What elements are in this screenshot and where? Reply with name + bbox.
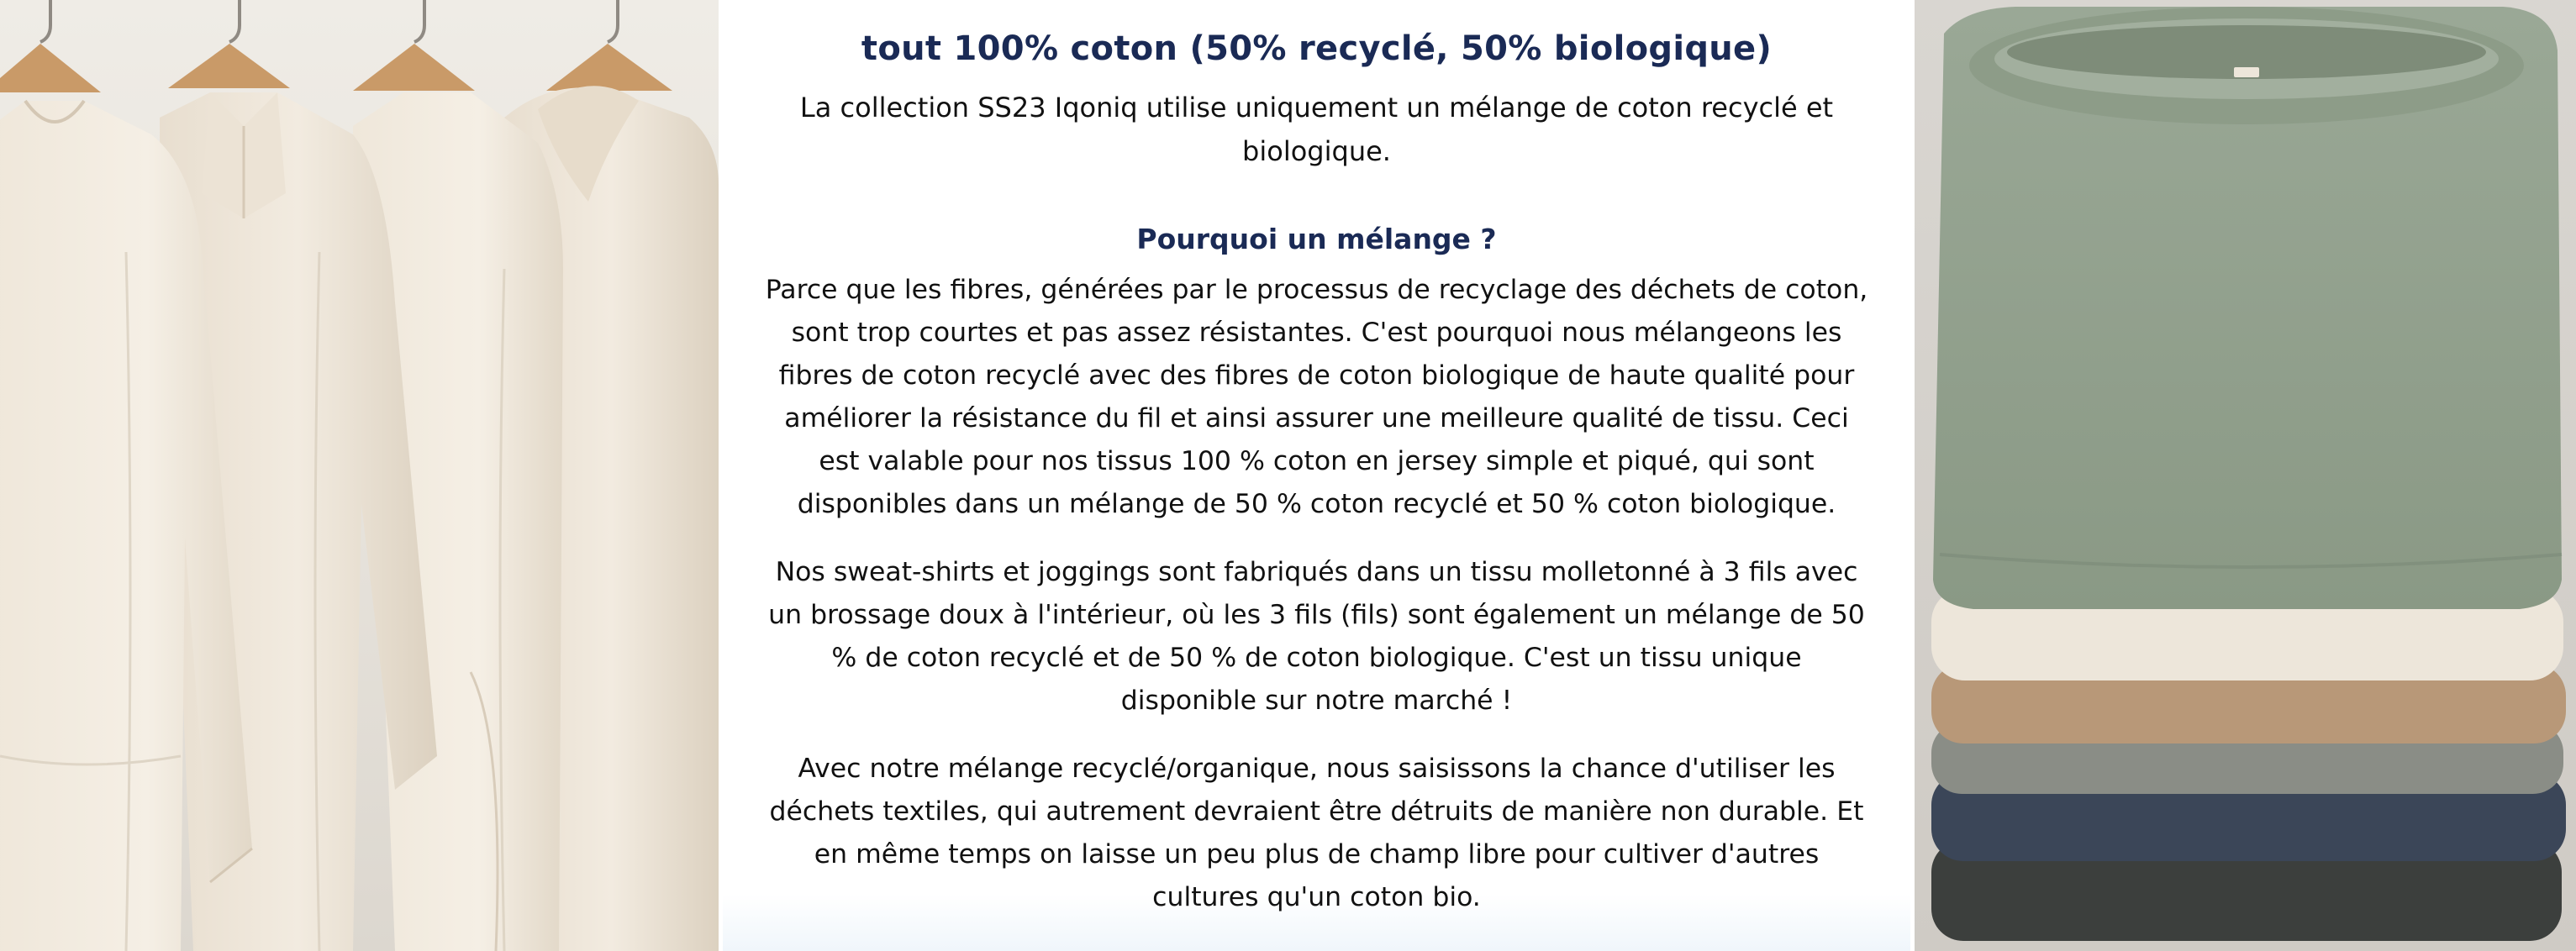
content-panel bbox=[723, 0, 1910, 951]
folded-sweatshirts-image bbox=[1915, 0, 2576, 951]
section-title: tout 100% coton (50% recyclé, 50% biologique) bbox=[861, 29, 1773, 68]
intro-text: La collection SS23 Iqoniq utilise uniquement un mélange de coton recyclé et biologique. bbox=[799, 92, 1834, 167]
section-subtitle: Pourquoi un mélange ? bbox=[1136, 223, 1497, 255]
hanging-garments-image bbox=[0, 0, 719, 951]
folded-sweatshirts-illustration bbox=[1915, 0, 2576, 951]
paragraph-sweatshirts: Nos sweat-shirts et joggings sont fabriqués dans un tissu molletonné à 3 fils avec un brossage doux à l'intérieur, où les 3 fils (fils) sont également un mélange de 50 % de coton recyclé et de 50 % de coton biologique. C'est un tissu unique disponible sur notre marché ! bbox=[768, 557, 1865, 716]
paragraph-recycled-blend: Avec notre mélange recyclé/organique, nous saisissons la chance d'utiliser les déchets textiles, qui autrement devraient être détruits de manière non durable. Et en même temps on laisse un peu plus de champ libre pour cultiver d'autres cultures qu'un coton bio. bbox=[769, 754, 1864, 912]
hanging-garments-illustration bbox=[0, 0, 719, 951]
paragraph-fibres: Parce que les fibres, générées par le processus de recyclage des déchets de coton, sont trop courtes et pas assez résistantes. C'est pourquoi nous mélangeons les fibres de coton recyclé avec des fibres de coton biologique de haute qualité pour améliorer la résistance du fil et ainsi assurer une meilleure qualité de tissu. Ceci est valable pour nos tissus 100 % coton en jersey simple et piqué, qui sont disponibles dans un mélange de 50 % coton recyclé et 50 % coton biologique. bbox=[765, 275, 1868, 519]
